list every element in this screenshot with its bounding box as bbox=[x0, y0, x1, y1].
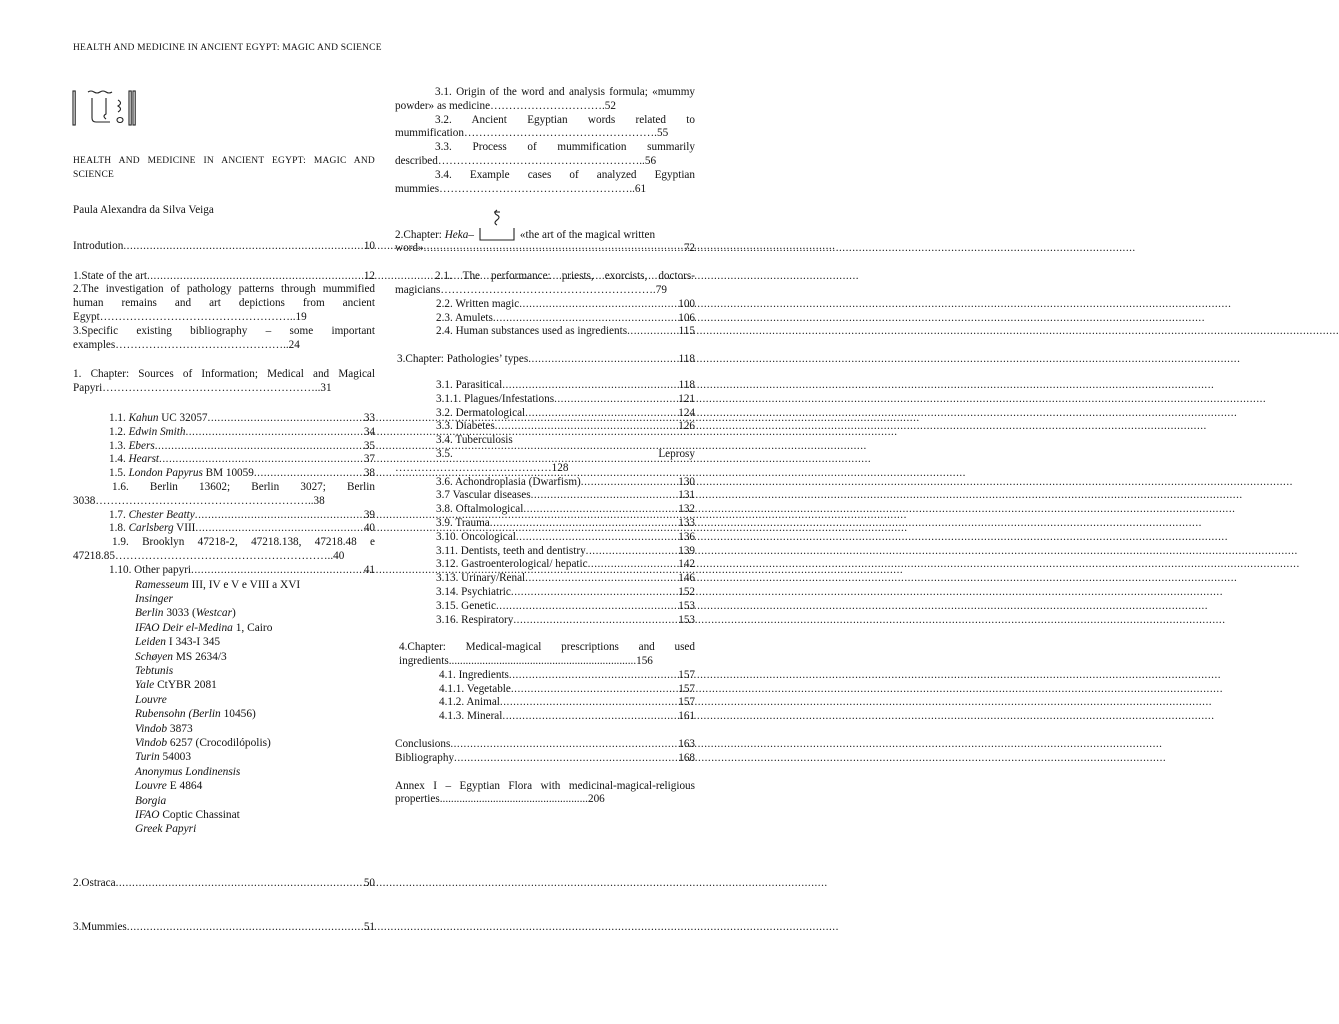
toc-entry-label: 3.1. Origin of the word and analysis formula; «mummy powder» as medicine bbox=[395, 86, 695, 112]
toc-entry-label: 3.Mummies bbox=[73, 920, 127, 933]
papyrus-name: Borgia bbox=[135, 794, 167, 807]
toc-entry-number: 1.3. bbox=[109, 439, 129, 452]
papyrus-name: Greek Papyri bbox=[135, 823, 197, 836]
toc-page-number: 38 bbox=[313, 494, 325, 507]
toc-page-number: 131 bbox=[678, 489, 695, 502]
toc-entry-label: Leprosy bbox=[658, 447, 695, 460]
papyrus-detail: 6257 (Crocodilópolis) bbox=[167, 737, 271, 749]
papyrus-name: Berlin bbox=[135, 607, 164, 620]
toc-page-number: 56 bbox=[644, 154, 657, 167]
toc-entry-other-papyri[interactable] bbox=[73, 564, 375, 578]
toc-page-number: 161 bbox=[678, 710, 695, 723]
toc-page-number: 55 bbox=[656, 127, 669, 140]
toc-page-number: 130 bbox=[678, 475, 695, 488]
papyrus-name: Carlsberg bbox=[128, 522, 174, 535]
toc-entry-label: 3.1.1. Plagues/Infestations bbox=[436, 392, 555, 405]
toc-entry-ingredient[interactable] bbox=[439, 669, 695, 683]
toc-entry-leprosy[interactable]: 3.5. Leprosy ……………………………………128 bbox=[395, 447, 695, 474]
papyrus-list-item bbox=[135, 808, 375, 822]
toc-entry-label: 4.1.1. Vegetable bbox=[439, 682, 511, 695]
papyrus-list-item bbox=[135, 650, 375, 664]
papyrus-list-item bbox=[135, 606, 375, 620]
papyrus-list-item bbox=[135, 707, 375, 721]
toc-entry-ingredient[interactable] bbox=[439, 683, 695, 697]
toc-page-number: 153 bbox=[678, 599, 695, 612]
papyrus-name: Insinger bbox=[135, 592, 173, 605]
papyrus-list-item bbox=[135, 822, 375, 836]
toc-entry-mummy-powder[interactable]: 3.1. Origin of the word and analysis formula; «mummy powder» as medicine………………………….52 bbox=[395, 86, 695, 112]
toc-page-number: 51 bbox=[363, 920, 375, 933]
toc-entry-investigation[interactable]: 2.The investigation of pathology patterns through mummified human remains and art depictions from ancient Egypt……………………………………………..19 bbox=[73, 283, 375, 323]
toc-entry-chapter-4[interactable]: 4.Chapter: Medical-magical prescriptions and used ingredients...................................................................156 bbox=[399, 641, 695, 668]
toc-entry-egyptian-words[interactable]: 3.2. Ancient Egyptian words related to mummification…………………………………………….55 bbox=[395, 113, 695, 140]
toc-entry-label: 3.8. Oftalmological bbox=[436, 503, 524, 516]
toc-page-number: 38 bbox=[363, 467, 375, 480]
toc-entry-label: «the art of the magical written bbox=[519, 228, 656, 241]
toc-entry-label: 3.Specific existing bibliography – some important examples bbox=[73, 324, 375, 351]
toc-entry-label: word» bbox=[395, 242, 424, 255]
toc-page-number: 100 bbox=[678, 297, 695, 310]
toc-page-number: 31 bbox=[320, 382, 332, 395]
toc-entry-ingredient[interactable] bbox=[439, 696, 695, 710]
toc-page-number: 33 bbox=[363, 411, 375, 424]
papyrus-list-item bbox=[135, 635, 375, 649]
papyrus-list-item bbox=[135, 592, 375, 606]
toc-entry-example-cases[interactable]: 3.4. Example cases of analyzed Egyptian mummies……………………………………………..61 bbox=[395, 168, 695, 195]
toc-entry-edwin-smith[interactable] bbox=[73, 426, 375, 440]
papyrus-list-item bbox=[135, 578, 375, 592]
toc-entry-label: 3.3. Diabetes bbox=[436, 420, 495, 433]
papyrus-list-item bbox=[135, 779, 375, 793]
toc-entry-label: 1.State of the art bbox=[73, 269, 147, 282]
toc-entry-label: 2.The investigation of pathology patterns through mummified human remains and art depictions from ancient Egypt bbox=[73, 283, 375, 323]
hieroglyph-cartouche-icon bbox=[72, 88, 138, 128]
toc-right-column bbox=[395, 86, 695, 807]
ingredients-list bbox=[395, 669, 695, 724]
toc-page-number: 61 bbox=[634, 182, 647, 195]
toc-entry-label: 3.2. Ancient Egyptian words related to mummification bbox=[395, 113, 695, 140]
papyrus-detail: E 4864 bbox=[166, 780, 203, 793]
toc-entry-pathology[interactable] bbox=[436, 420, 695, 434]
papyrus-name: Schøyen bbox=[135, 650, 173, 663]
papyrus-name: Rubensohn (Berlin bbox=[135, 708, 221, 721]
toc-entry-label: BM 10059 bbox=[202, 467, 254, 480]
toc-entry-pathology[interactable] bbox=[436, 572, 695, 586]
papyrus-detail: I 343-I 345 bbox=[166, 636, 221, 649]
toc-entry-number: 3.5. bbox=[436, 447, 453, 460]
toc-entry-chapter-1[interactable]: 1. Chapter: Sources of Information; Medical and Magical Papyri…………………………………………………..31 bbox=[73, 368, 375, 395]
document-title: HEALTH AND MEDICINE IN ANCIENT EGYPT: MAGIC AND SCIENCE bbox=[73, 156, 375, 180]
toc-entry-label: 4.1.3. Mineral bbox=[439, 710, 503, 723]
toc-entry-label: 2.4. Human substances used as ingredients bbox=[436, 325, 628, 338]
toc-entry-chapter-2-heka[interactable] bbox=[395, 208, 695, 256]
toc-page-number: 139 bbox=[678, 544, 695, 557]
toc-page-number: 34 bbox=[363, 425, 375, 438]
toc-entry-hearst[interactable] bbox=[73, 453, 375, 467]
toc-page-number: 157 bbox=[678, 668, 695, 681]
papyrus-list-item bbox=[135, 722, 375, 736]
toc-page-number: 19 bbox=[295, 310, 307, 323]
toc-entry-label: 2.2. Written magic bbox=[436, 297, 520, 310]
toc-entry-ingredient[interactable] bbox=[439, 710, 695, 724]
toc-page-number: 157 bbox=[678, 682, 695, 695]
toc-entry-label: Conclusions bbox=[395, 738, 451, 751]
toc-entry-berlin[interactable]: 1.6. Berlin 13602; Berlin 3027; Berlin 3038…………………………………………………..38 bbox=[73, 480, 375, 507]
toc-left-column bbox=[73, 154, 375, 934]
toc-page-number: 37 bbox=[363, 453, 375, 466]
toc-entry-pathology[interactable] bbox=[436, 393, 695, 407]
toc-entry-number: 1.8. bbox=[109, 522, 129, 535]
toc-entry-label: 3.11. Dentists, teeth and dentistry bbox=[436, 544, 586, 557]
papyrus-detail: ) bbox=[232, 607, 236, 620]
papyrus-name: Edwin Smith bbox=[128, 425, 186, 438]
toc-page-number: 115 bbox=[678, 325, 695, 338]
papyrus-detail: 10456) bbox=[220, 708, 256, 721]
toc-page-number: 72 bbox=[683, 242, 695, 255]
toc-entry-pathology[interactable] bbox=[436, 614, 695, 628]
papyrus-detail: 1, Cairo bbox=[232, 621, 273, 634]
toc-entry-human-substances[interactable] bbox=[395, 325, 695, 339]
toc-entry-label: 3.4. Example cases of analyzed Egyptian mummies bbox=[395, 168, 695, 195]
toc-entry-label: 3.4. Tuberculosis bbox=[436, 434, 513, 447]
toc-entry-bibliography[interactable] bbox=[395, 752, 695, 766]
toc-page-number: 118 bbox=[678, 378, 695, 391]
papyrus-list-item bbox=[135, 621, 375, 635]
toc-page-number: 39 bbox=[363, 508, 375, 521]
toc-page-number: 152 bbox=[678, 585, 695, 598]
toc-entry-label: Introdution bbox=[73, 239, 124, 252]
toc-page-number: 132 bbox=[678, 503, 695, 516]
toc-entry-label: 3.3. Process of mummification summarily described bbox=[395, 141, 695, 167]
toc-entry-number: 1.1. bbox=[109, 411, 129, 424]
papyrus-name: Hearst bbox=[128, 453, 160, 466]
toc-page-number: 128 bbox=[551, 461, 569, 474]
toc-page-number: 133 bbox=[678, 516, 695, 529]
toc-entry-introduction[interactable] bbox=[73, 240, 375, 254]
toc-entry-pathology[interactable] bbox=[436, 489, 695, 503]
toc-page-number: 35 bbox=[363, 439, 375, 452]
papyrus-name: Yale bbox=[135, 679, 155, 692]
toc-entry-label: 4.Chapter: Medical-magical prescriptions and used ingredients bbox=[399, 641, 695, 668]
toc-entry-label: 3.16. Respiratory bbox=[436, 613, 514, 626]
papyrus-name: Louvre bbox=[135, 693, 167, 706]
papyrus-list-item bbox=[135, 750, 375, 764]
toc-page-number: 106 bbox=[678, 311, 695, 324]
toc-entry-number: 1.7. bbox=[109, 508, 129, 521]
papyrus-name: Ebers bbox=[128, 439, 155, 452]
papyrus-detail: Coptic Chassinat bbox=[159, 809, 240, 822]
toc-entry-pathology[interactable] bbox=[436, 407, 695, 421]
toc-entry-mummies[interactable] bbox=[73, 921, 375, 935]
toc-entry-label: 2.Ostraca bbox=[73, 876, 116, 889]
toc-entry-ostraca[interactable] bbox=[73, 877, 375, 891]
toc-page-number: 168 bbox=[678, 751, 695, 764]
toc-entry-state-of-art[interactable] bbox=[73, 270, 375, 284]
toc-entry-label: 2.1. The performance: priests, exorcists, doctors-magicians bbox=[395, 270, 695, 296]
toc-page-number: 40 bbox=[363, 522, 375, 535]
toc-entry-annex[interactable]: Annex I – Egyptian Flora with medicinal-magical-religious properties.....................................................206 bbox=[395, 779, 695, 806]
toc-page-number: 146 bbox=[678, 572, 695, 585]
running-header: HEALTH AND MEDICINE IN ANCIENT EGYPT: MAGIC AND SCIENCE bbox=[73, 43, 382, 53]
papyrus-name: Turin bbox=[135, 751, 160, 764]
toc-entry-bibliography-examples[interactable]: 3.Specific existing bibliography – some important examples………………………………………..24 bbox=[73, 324, 375, 351]
toc-entry-pathology[interactable] bbox=[436, 558, 695, 572]
papyrus-name: Vindob bbox=[135, 722, 168, 735]
toc-page-number: 136 bbox=[678, 530, 695, 543]
papyrus-list-item bbox=[135, 664, 375, 678]
papyrus-name: London Papyrus bbox=[128, 467, 203, 480]
author-name: Paula Alexandra da Silva Veiga bbox=[73, 204, 214, 216]
papyrus-list-item bbox=[135, 693, 375, 707]
toc-entry-label: Annex I – Egyptian Flora with medicinal-magical-religious properties bbox=[395, 779, 695, 806]
toc-entry-label: 1. Chapter: Sources of Information; Medical and Magical Papyri bbox=[73, 368, 375, 395]
toc-page-number: 12 bbox=[363, 269, 375, 282]
toc-page-number: 153 bbox=[678, 613, 695, 626]
toc-entry-label: 3.6. Achondroplasia (Dwarfism) bbox=[436, 475, 581, 488]
toc-entry-label: 3.Chapter: Pathologies’ types bbox=[397, 353, 529, 366]
papyrus-list-item bbox=[135, 794, 375, 808]
papyrus-detail: 54003 bbox=[159, 751, 192, 764]
toc-entry-performance[interactable]: 2.1. The performance: priests, exorcists, doctors-magicians………………………………………………….79 bbox=[395, 270, 695, 296]
toc-entry-ebers[interactable] bbox=[73, 440, 375, 454]
toc-page-number: 163 bbox=[678, 738, 695, 751]
toc-entry-pathology[interactable] bbox=[436, 531, 695, 545]
toc-page-number: 40 bbox=[333, 549, 345, 562]
toc-entry-mummification-process[interactable]: 3.3. Process of mummification summarily described………………………………………………..56 bbox=[395, 141, 695, 167]
toc-entry-number: 1.5. bbox=[109, 467, 129, 480]
toc-entry-label: VIII bbox=[173, 522, 196, 535]
papyrus-detail: 3873 bbox=[167, 722, 193, 735]
toc-entry-pathology[interactable] bbox=[436, 600, 695, 614]
papyrus-name: Chester Beatty bbox=[128, 508, 195, 521]
toc-entry-label: 2.3. Amulets bbox=[436, 311, 493, 324]
papyrus-name: Kahun bbox=[128, 411, 159, 424]
papyrus-list-item bbox=[135, 765, 375, 779]
toc-page-number: 156 bbox=[636, 655, 653, 668]
pathology-list bbox=[395, 379, 695, 448]
toc-entry-brooklyn[interactable]: 1.9. Brooklyn 47218-2, 47218.138, 47218.48 e 47218.85…………………………………………………..40 bbox=[73, 536, 375, 562]
toc-entry-label: 1.9. Brooklyn 47218-2, 47218.138, 47218.48 e 47218.85 bbox=[73, 536, 375, 562]
toc-entry-label: Bibliography bbox=[395, 751, 455, 764]
papyrus-name: Ramesseum bbox=[135, 578, 189, 591]
pathology-list-continued bbox=[395, 476, 695, 628]
toc-entry-label: 3.13. Urinary/Renal bbox=[436, 572, 526, 585]
papyrus-name: Vindob bbox=[135, 737, 168, 749]
toc-entry-carlsberg[interactable] bbox=[73, 522, 375, 536]
toc-page-number: 41 bbox=[363, 563, 375, 576]
heka-term: Heka bbox=[444, 228, 469, 241]
toc-entry-chapter-3[interactable] bbox=[395, 353, 695, 367]
toc-page-number: 118 bbox=[678, 353, 695, 366]
toc-entry-pathology[interactable] bbox=[436, 517, 695, 531]
toc-entry-label: 3.7 Vascular diseases bbox=[436, 489, 531, 502]
heka-hieroglyph-icon bbox=[478, 208, 516, 242]
papyrus-name: Louvre bbox=[135, 780, 167, 793]
papyrus-list-item bbox=[135, 736, 375, 750]
toc-entry-number: 1.4. bbox=[109, 453, 129, 466]
toc-entry-pathology[interactable] bbox=[436, 586, 695, 600]
toc-entry-label: 4.1.2. Animal bbox=[439, 696, 500, 709]
toc-page-number: 50 bbox=[363, 876, 375, 889]
toc-page-number: 121 bbox=[678, 392, 695, 405]
toc-entry-amulets[interactable] bbox=[395, 312, 695, 326]
toc-entry-label: 2.Chapter: bbox=[395, 228, 442, 241]
toc-entry-label: 3.12. Gastroenterological/ hepatic bbox=[436, 558, 588, 571]
papyrus-name: Anonymus Londinensis bbox=[135, 765, 241, 778]
toc-page-number: 126 bbox=[678, 420, 695, 433]
toc-page-number: 79 bbox=[655, 283, 667, 296]
toc-entry-label: 3.10. Oncological bbox=[436, 530, 516, 543]
toc-page-number: 124 bbox=[678, 406, 695, 419]
papyrus-detail: CtYBR 2081 bbox=[154, 679, 217, 692]
toc-entry-label: UC 32057 bbox=[158, 411, 208, 424]
toc-entry-label: 3.2. Dermatological bbox=[436, 406, 526, 419]
toc-entry-pathology[interactable] bbox=[436, 503, 695, 517]
papyrus-name: Westcar bbox=[195, 607, 233, 620]
toc-entry-label: 1.10. Other papyri bbox=[109, 563, 192, 576]
papyrus-name: Tebtunis bbox=[135, 664, 174, 677]
toc-page-number: 52 bbox=[604, 99, 616, 112]
toc-page-number: 10 bbox=[363, 239, 375, 252]
other-papyri-list bbox=[73, 578, 375, 837]
toc-entry-label: 3.15. Genetic bbox=[436, 599, 496, 612]
toc-entry-label: 3.1. Parasitical bbox=[436, 378, 503, 391]
toc-page-number: 142 bbox=[678, 558, 695, 571]
toc-entry-kahun[interactable] bbox=[73, 412, 375, 426]
toc-entry-chester-beatty[interactable] bbox=[73, 509, 375, 523]
toc-entry-label: 4.1. Ingredients bbox=[439, 668, 509, 681]
toc-page-number: 24 bbox=[288, 338, 300, 351]
toc-entry-conclusions[interactable] bbox=[395, 738, 695, 752]
toc-entry-dash: – bbox=[468, 228, 474, 241]
papyrus-name: IFAO Deir el-Medina bbox=[135, 621, 233, 634]
toc-entry-label: 1.6. Berlin 13602; Berlin 3027; Berlin 3038 bbox=[73, 480, 375, 507]
papyrus-name: Leiden bbox=[135, 636, 167, 649]
toc-entry-pathology[interactable] bbox=[436, 476, 695, 490]
papyrus-name: IFAO bbox=[135, 809, 160, 822]
papyrus-detail: MS 2634/3 bbox=[172, 650, 227, 663]
toc-entry-written-magic[interactable] bbox=[395, 298, 695, 312]
papyrus-list-item bbox=[135, 678, 375, 692]
toc-page-number: 157 bbox=[678, 696, 695, 709]
toc-entry-pathology[interactable] bbox=[436, 379, 695, 393]
toc-entry-label: 3.14. Psychiatric bbox=[436, 585, 511, 598]
toc-entry-pathology[interactable] bbox=[436, 545, 695, 559]
toc-entry-london-papyrus[interactable] bbox=[73, 467, 375, 481]
toc-page-number: 206 bbox=[587, 793, 605, 806]
toc-entry-label: 3.9. Trauma bbox=[436, 516, 490, 529]
toc-entry-number: 1.2. bbox=[109, 425, 129, 438]
papyrus-detail: III, IV e V e VIII a XVI bbox=[188, 578, 301, 591]
papyrus-detail: 3033 ( bbox=[163, 607, 196, 620]
toc-entry-pathology[interactable] bbox=[436, 434, 695, 448]
